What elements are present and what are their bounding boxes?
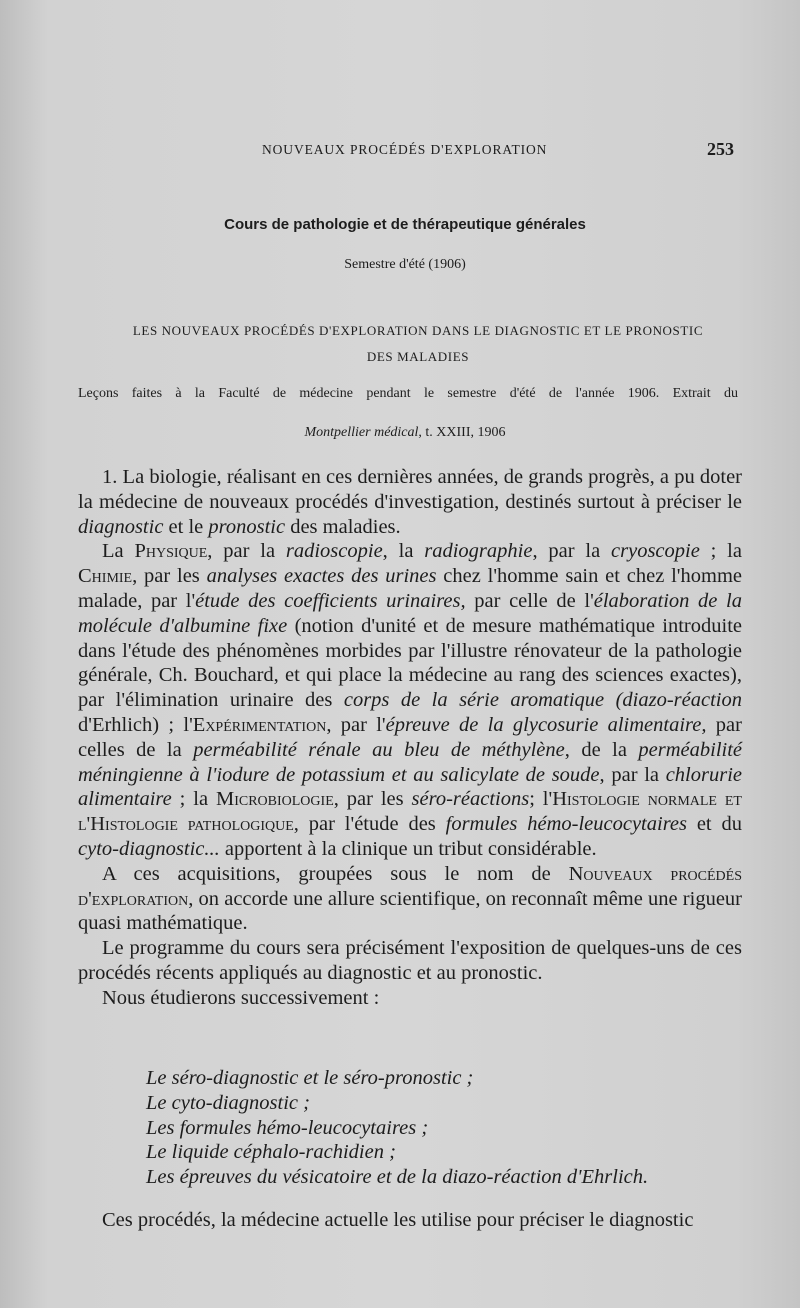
running-header: NOUVEAUX PROCÉDÉS D'EXPLORATION bbox=[262, 142, 548, 157]
closing-paragraph: Ces procédés, la médecine actuelle les utilise pour préciser le diagnostic bbox=[102, 1209, 694, 1231]
page-number: 253 bbox=[707, 139, 734, 159]
text-run: , la bbox=[382, 540, 425, 563]
list-item: Le cyto-diagnostic ; bbox=[146, 1091, 310, 1114]
text-run: , par l' bbox=[326, 713, 386, 736]
text-run: et du bbox=[686, 813, 742, 836]
list-item: Les formules hémo-leucocytaires ; bbox=[146, 1116, 429, 1139]
italic-run: perméabilité rénale au bleu de méthylène bbox=[193, 738, 565, 761]
text-run: (notion d'unité et de mesure mathématique introduite dans l'étude des phénomènes morbides par l'illustre rénovateur de la pathologie générale, Ch. Bouchard, et qui place la médecine au rang des sciences exactes), par l'élimination urinaire des bbox=[78, 614, 742, 712]
text-run: , de la bbox=[564, 738, 639, 761]
journal-name: Montpellier médical bbox=[304, 425, 419, 440]
lecture-title bbox=[98, 318, 738, 370]
list-item: Le séro-diagnostic et le séro-pronostic ; bbox=[146, 1067, 474, 1089]
text-run: par celle de l' bbox=[465, 589, 594, 612]
source-note-line-2 bbox=[0, 425, 800, 441]
italic-run: pronostic bbox=[208, 515, 286, 538]
topic-list bbox=[146, 1066, 746, 1190]
text-run: par celles de la bbox=[78, 713, 742, 761]
smallcaps-run: Physique bbox=[134, 540, 208, 563]
italic-run: radioscopie bbox=[285, 540, 383, 563]
text-run: , par les bbox=[333, 788, 412, 811]
paragraph-4: Le programme du cours sera précisément l'exposition de quelques-uns de ces procédés récents appliqués au diagnostic et au pronostic. bbox=[78, 937, 742, 984]
text-run: 1. La biologie, réalisant en ces dernières années, de grands progrès, a pu doter la médecine de nouveaux procédés d'investigation, destinés surtout à préciser le bbox=[78, 466, 742, 513]
italic-run: élaboration de la molécule d'albumine fixe bbox=[78, 589, 742, 637]
paragraph-2 bbox=[78, 539, 742, 861]
italic-run: corps de la série aromatique (diazo-réaction bbox=[343, 689, 742, 712]
text-run: chez l'homme sain et chez l'homme malade, par l' bbox=[78, 565, 742, 612]
list-item: Les épreuves du vésicatoire et de la diazo-réaction d'Ehrlich. bbox=[146, 1166, 649, 1189]
text-run: , on accorde une allure scientifique, on reconnaît même une rigueur quasi mathématique. bbox=[78, 887, 742, 935]
text-run: A ces acquisitions, groupées sous le nom de bbox=[102, 862, 569, 885]
list-item: Le liquide céphalo-rachidien ; bbox=[146, 1141, 396, 1164]
smallcaps-run: Nouveaux procédés d'exploration bbox=[78, 862, 742, 910]
text-run: des maladies. bbox=[285, 515, 401, 538]
text-run: , par la bbox=[207, 540, 286, 563]
text-run: ; la bbox=[699, 540, 742, 563]
italic-run: épreuve de la glycosurie alimentaire, bbox=[385, 713, 707, 736]
course-title: Cours de pathologie et de thérapeutique générales bbox=[224, 216, 586, 233]
italic-run: radiographie bbox=[424, 540, 533, 563]
source-note-line-1: Leçons faites à la Faculté de médecine pendant le semestre d'été de l'année 1906. Extrait du bbox=[78, 386, 738, 401]
italic-run: chlorurie alimentaire bbox=[78, 763, 742, 811]
text-run: , par la bbox=[599, 763, 666, 786]
body-text bbox=[78, 465, 742, 1011]
text-run: , par l'étude des bbox=[293, 813, 446, 836]
text-run: , par les bbox=[132, 565, 207, 588]
italic-run: étude des coefficients urinaires, bbox=[195, 589, 466, 612]
lecture-title-line-1: LES NOUVEAUX PROCÉDÉS D'EXPLORATION DANS LE DIAGNOSTIC ET LE PRONOSTIC bbox=[132, 323, 704, 338]
text-run: ; la bbox=[171, 788, 216, 811]
italic-run: cyto-diagnostic... bbox=[78, 837, 220, 860]
journal-volume: , t. XXIII, 1906 bbox=[418, 425, 506, 440]
italic-run: perméabilité méningienne à l'iodure de potassium et au salicylate de soude bbox=[78, 738, 743, 786]
paragraph-5: Nous étudierons successivement : bbox=[102, 986, 380, 1009]
paragraph-1 bbox=[78, 465, 742, 539]
italic-run: séro-réactions bbox=[411, 788, 530, 811]
paragraph-3 bbox=[78, 862, 742, 936]
text-run: apportent à la clinique un tribut considérable. bbox=[219, 837, 597, 860]
text-run: ; l' bbox=[529, 788, 553, 811]
italic-run: cryoscopie bbox=[611, 540, 700, 563]
text-run: , par la bbox=[532, 540, 612, 563]
smallcaps-run: Expérimentation bbox=[192, 713, 327, 736]
italic-run: diagnostic bbox=[78, 515, 164, 538]
smallcaps-run: Histologie normale et l'Histologie pathologique bbox=[78, 788, 742, 836]
text-run: La bbox=[102, 540, 135, 563]
semester-line: Semestre d'été (1906) bbox=[344, 257, 466, 272]
italic-run: formules hémo-leucocytaires bbox=[445, 813, 687, 836]
text-run: d'Erhlich) ; l' bbox=[78, 713, 193, 736]
italic-run: analyses exactes des urines bbox=[206, 565, 437, 588]
smallcaps-run: Microbiologie bbox=[215, 788, 334, 811]
text-run: et le bbox=[163, 515, 209, 538]
smallcaps-run: Chimie bbox=[78, 565, 133, 588]
lecture-title-line-2: DES MALADIES bbox=[366, 349, 470, 364]
